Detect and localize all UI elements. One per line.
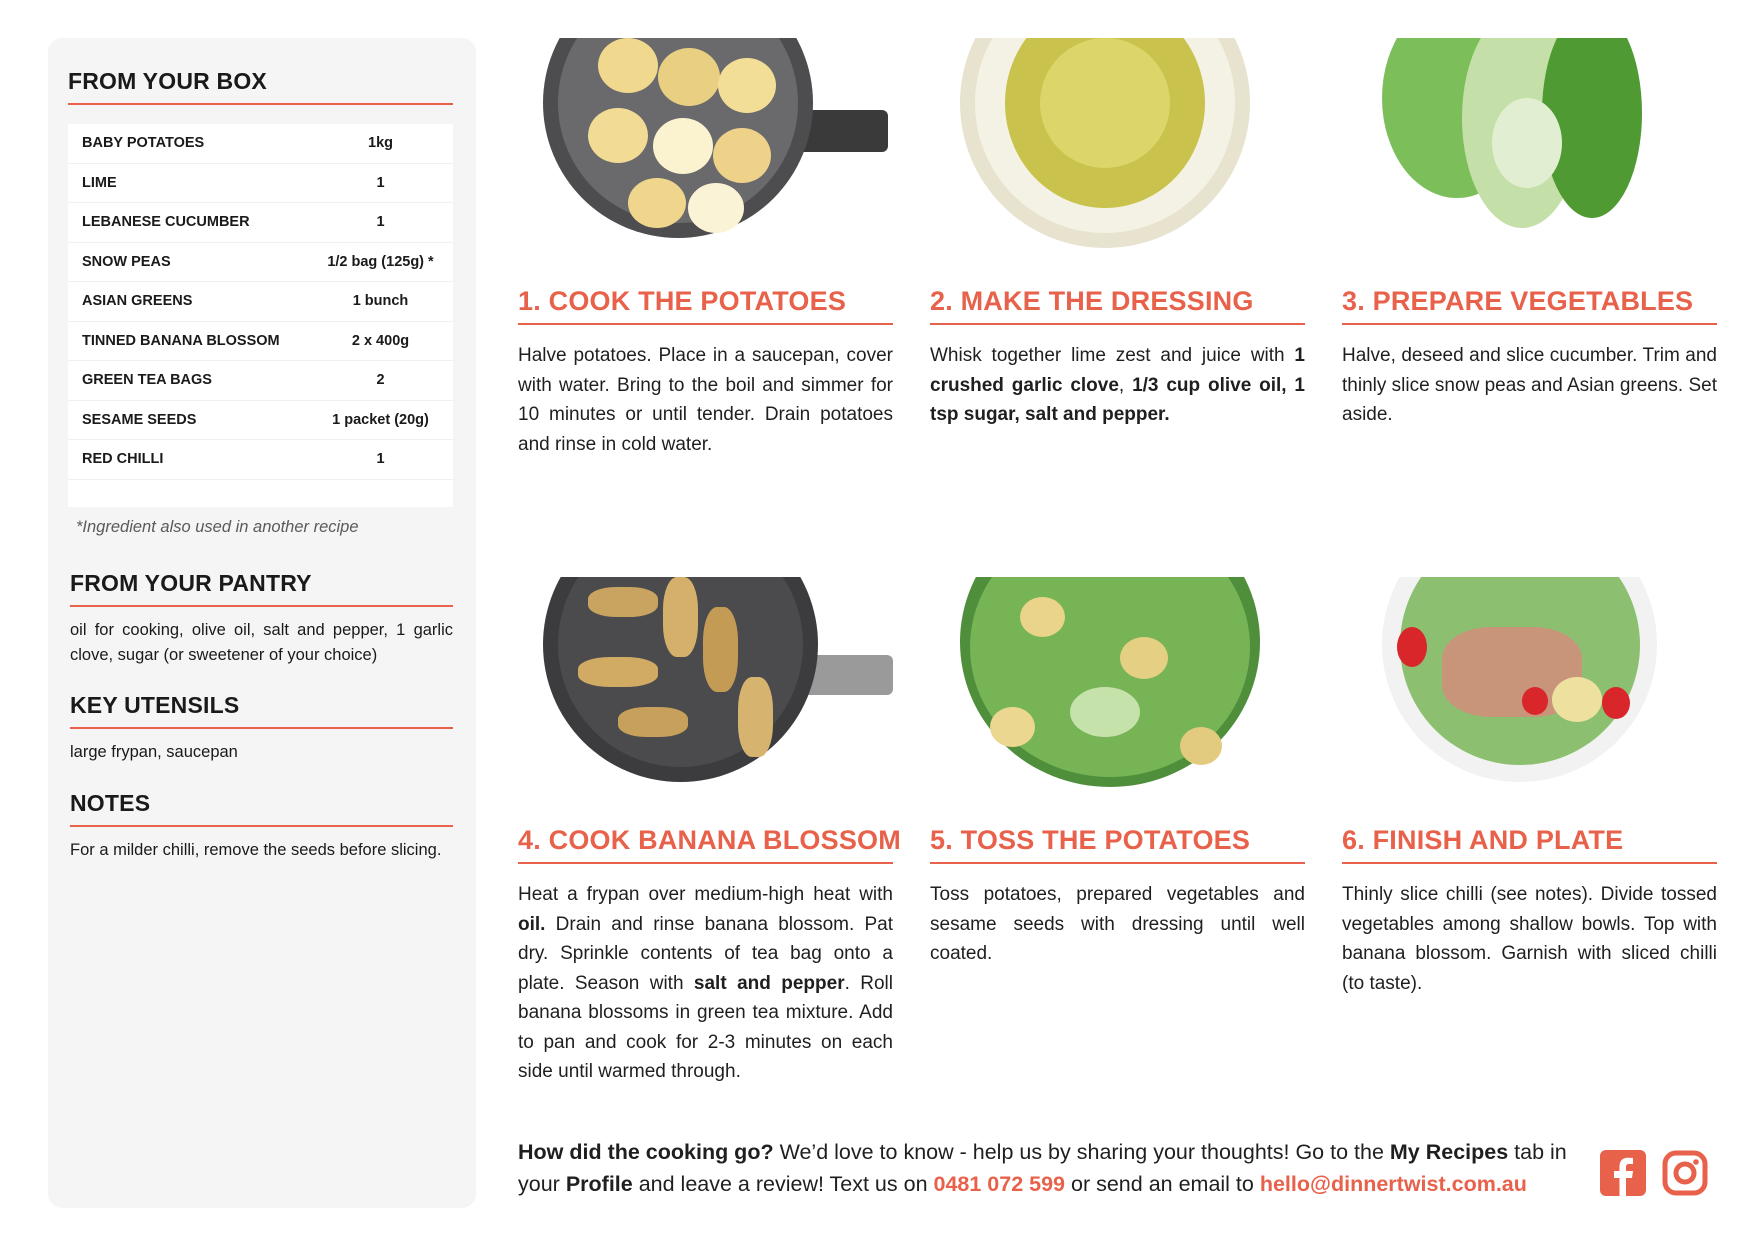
step-5-text [930, 880, 1305, 969]
ingredient-footnote: *Ingredient also used in another recipe [76, 518, 359, 536]
step-text-segment: 1 crushed garlic clove [930, 345, 1305, 396]
step-3-text [1342, 341, 1717, 430]
step-text-segment: . Roll banana blossoms in green tea mixture. Add to pan and cook for 2-3 minutes on each side until warmed through. [518, 972, 894, 1082]
step-text-segment: , [1118, 374, 1133, 396]
step-4-title: 4. COOK BANANA BLOSSOM [518, 825, 893, 864]
footer-text-2: tab in your [518, 1140, 1567, 1196]
ingredient-row [68, 124, 453, 164]
step-text-segment: 1/3 cup olive oil, 1 tsp sugar, salt and pepper. [930, 374, 1305, 425]
notes-title: NOTES [70, 790, 453, 827]
ingredient-row [68, 164, 453, 204]
step-1-image [518, 38, 893, 248]
step-text-segment: Halve potatoes. Place in a saucepan, cover with water. Bring to the boil and simmer for 10 minutes or until tender. Drain potatoes and rinse in cold water. [518, 345, 893, 455]
step-3-image [1342, 38, 1717, 248]
ingredient-name: LEBANESE CUCUMBER [82, 214, 250, 231]
step-6-text [1342, 880, 1717, 998]
step-6-title: 6. FINISH AND PLATE [1342, 825, 1717, 864]
ingredient-row [68, 282, 453, 322]
ingredient-name: SESAME SEEDS [82, 411, 197, 428]
step-4-text [518, 880, 893, 1087]
ingredient-qty: 1 [376, 451, 385, 468]
step-5 [930, 577, 1305, 969]
step-4-image [518, 577, 893, 787]
feedback-footer [518, 1136, 1578, 1200]
ingredient-qty: 1 [376, 174, 385, 191]
ingredient-name: ASIAN GREENS [82, 293, 193, 310]
profile-label: Profile [565, 1172, 633, 1196]
step-text-segment: salt and pepper [693, 972, 845, 994]
footer-text-3: and leave a review! Text us on [632, 1172, 934, 1196]
from-your-box-title: FROM YOUR BOX [68, 68, 453, 105]
my-recipes-label: My Recipes [1389, 1140, 1509, 1164]
step-2-image [930, 38, 1305, 248]
ingredient-row [68, 203, 453, 243]
step-text-segment: Toss potatoes, prepared vegetables and sesame seeds with dressing until well coated. [930, 884, 1305, 964]
step-3-title: 3. PREPARE VEGETABLES [1342, 286, 1717, 325]
facebook-icon[interactable] [1600, 1150, 1646, 1196]
ingredient-qty: 1 packet (20g) [332, 411, 429, 428]
footer-question: How did the cooking go? [518, 1140, 774, 1164]
step-text-segment: Thinly slice chilli (see notes). Divide tossed vegetables among shallow bowls. Top with banana blossom. Garnish with sliced chilli (to taste). [1342, 884, 1717, 994]
key-utensils-title: KEY UTENSILS [70, 692, 453, 729]
step-2 [930, 38, 1305, 430]
step-6 [1342, 577, 1717, 998]
step-1-text [518, 341, 893, 459]
pantry-text: oil for cooking, olive oil, salt and pepper, 1 garlic clove, sugar (or sweetener of your choice) [70, 621, 453, 664]
ingredient-qty: 1 [376, 214, 385, 231]
ingredient-qty: 2 [376, 372, 385, 389]
from-your-pantry-title: FROM YOUR PANTRY [70, 570, 453, 607]
ingredient-name: TINNED BANANA BLOSSOM [82, 332, 280, 349]
ingredient-qty: 1 bunch [352, 293, 409, 310]
ingredient-name: RED CHILLI [82, 451, 164, 468]
ingredient-name: BABY POTATOES [82, 135, 205, 152]
step-text-segment: Drain and rinse banana blossom. Pat dry. Sprinkle contents of tea bag onto a plate. Season with [518, 913, 893, 994]
notes-text: For a milder chilli, remove the seeds before slicing. [70, 841, 442, 859]
step-3 [1342, 38, 1717, 430]
step-2-text [930, 341, 1305, 430]
ingredient-qty: 1kg [368, 135, 393, 152]
step-2-title: 2. MAKE THE DRESSING [930, 286, 1305, 325]
step-text-segment: Heat a frypan over medium-high heat with [518, 884, 893, 905]
step-5-image [930, 577, 1305, 787]
phone-link[interactable]: 0481 072 599 [933, 1172, 1066, 1196]
instagram-icon[interactable] [1662, 1150, 1708, 1196]
step-5-title: 5. TOSS THE POTATOES [930, 825, 1305, 864]
step-1-title: 1. COOK THE POTATOES [518, 286, 893, 325]
ingredient-name: LIME [82, 174, 117, 191]
step-text-segment: oil. [518, 913, 546, 935]
ingredients-panel [48, 38, 476, 1208]
ingredient-qty: 2 x 400g [351, 332, 410, 349]
step-text-segment: Halve, deseed and slice cucumber. Trim and thinly slice snow peas and Asian greens. Set aside. [1342, 345, 1717, 425]
ingredient-row [68, 440, 453, 480]
ingredient-row [68, 243, 453, 283]
step-4 [518, 577, 901, 1087]
step-6-image [1342, 577, 1717, 787]
ingredients-table [68, 124, 453, 507]
ingredient-row [68, 361, 453, 401]
ingredient-row [68, 322, 453, 362]
ingredient-qty: 1/2 bag (125g) * [327, 253, 434, 270]
footer-text-1: We’d love to know - help us by sharing your thoughts! Go to the [773, 1140, 1390, 1164]
utensils-text: large frypan, saucepan [70, 743, 238, 761]
email-link[interactable]: hello@dinnertwist.com.au [1259, 1172, 1527, 1196]
ingredient-name: GREEN TEA BAGS [82, 372, 212, 389]
footer-text-4: or send an email to [1065, 1172, 1260, 1196]
step-1 [518, 38, 893, 459]
ingredient-name: SNOW PEAS [82, 253, 171, 270]
ingredient-row [68, 401, 453, 441]
step-text-segment: Whisk together lime zest and juice with [930, 345, 1295, 366]
